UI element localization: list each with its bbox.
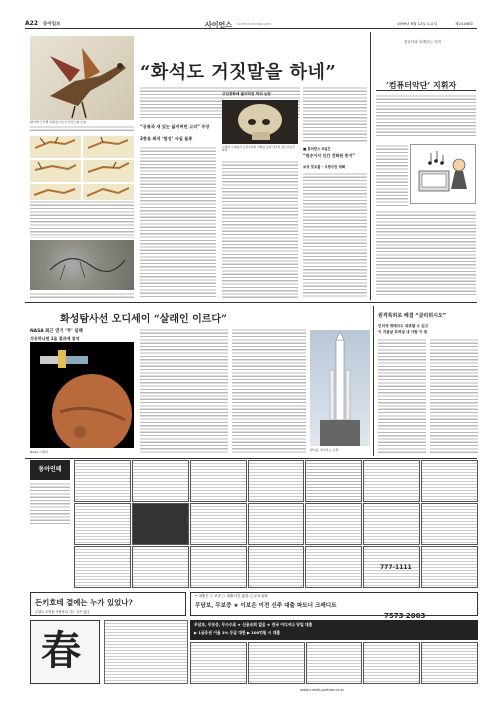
page-header: [25, 20, 477, 29]
spring-ad: [30, 620, 100, 684]
classified-ad: [248, 460, 305, 502]
skeleton-image: [30, 160, 81, 182]
classified-ad: [190, 460, 247, 502]
column-title-rule: [376, 90, 476, 91]
side-text-col1: [378, 338, 426, 454]
donquixote-title: 든키호테 곁에는 누가 있었나?: [35, 598, 133, 607]
website-url: www.credit-partner.co.kr: [300, 688, 345, 692]
mars-orbiter-image: [30, 342, 134, 448]
phone-ad-2: 7573 2003: [384, 612, 426, 620]
subhead-orangutan-jaw: 보상 덧교물 - 오랑우탄 턱뼈: [303, 165, 346, 169]
mars-sub2: 성공하나면 1을 결과에 참석: [30, 336, 80, 341]
article-text-column-3: [222, 160, 298, 298]
article-text-column-4a: [303, 86, 367, 142]
main-headline: “화석도 거짓말을 하네”: [140, 62, 337, 83]
partner-credit-bar: [190, 592, 478, 616]
side-text-col2: [430, 338, 478, 454]
column-text-2: [376, 144, 408, 206]
section-divider: [25, 302, 477, 303]
classified-ad: [421, 460, 478, 502]
column-divider-2: [373, 306, 374, 456]
spring-character: 春: [41, 627, 81, 674]
column-title: ‘컴퓨터악단’ 지휘자: [386, 80, 457, 90]
classified-ad: [74, 460, 131, 502]
classified-ad: [305, 503, 362, 545]
fossil-slab-photo: [30, 240, 134, 290]
section-title: 사이언스: [205, 21, 233, 29]
article-text-column-4b: [303, 172, 367, 298]
donquixote-sub: 무답도 무빙물 사람마다 가는 길은 없다: [35, 610, 90, 614]
column-text-1: [376, 94, 476, 138]
loan-contact-bar: [190, 620, 478, 640]
caption-text-lines: [30, 125, 134, 133]
classified-ad: [421, 546, 478, 588]
bottom-ad: [363, 642, 420, 684]
subhead-evolution-proof: “원숭이서 인간 진화된 증거”: [303, 153, 355, 158]
dinosaur-photo: [30, 36, 134, 120]
skeleton-image: [83, 136, 134, 158]
partner-credit-sub: • 대출은 ○ 보증 ○ 대출기간 없음 ○ 무료상담: [195, 594, 268, 598]
partner-credit-main: 무담보, 무보증 ★ 이보은 이전 신주 대출 파트너 크레디트: [195, 603, 337, 609]
subhead-hurons: ■ 휴러런스 5일간: [303, 147, 331, 151]
issue-date: 1999년 6월 12일 토요일: [397, 22, 438, 26]
classified-ad: [248, 503, 305, 545]
classified-ad: [305, 460, 362, 502]
classified-text-block: [30, 482, 70, 524]
column-divider: [370, 32, 371, 300]
mars-text-col1: [140, 328, 228, 454]
issue-number: 제24186호: [455, 22, 474, 26]
ads-divider: [25, 458, 477, 459]
classified-grid: [74, 460, 478, 588]
column-kicker: 컴퓨터와 함께하는 과학: [404, 40, 441, 44]
music-illustration: [410, 144, 476, 204]
loan-contact-line2: ▶ 1금융권 이율 1% 등급 대한 ▶ 100억원 시 대출: [194, 630, 281, 635]
newspaper-name: 동아일보: [43, 22, 61, 27]
article-text-column-2: [140, 146, 216, 298]
classified-ad: [421, 503, 478, 545]
book-ad: [104, 620, 188, 684]
skeleton-comparison-grid: [30, 136, 134, 196]
subhead-dinosaur-link: “공룡과 새 있는 잃어버린 고리” 주장: [140, 124, 210, 129]
side-headline: 원격특허로 해결 “클리허시오”: [378, 313, 447, 319]
bottom-ad: [421, 642, 478, 684]
classified-ad: [74, 546, 131, 588]
subhead-paleo-controversy: 고인류학에 불어닥친 허위 논란: [222, 92, 271, 96]
skeleton-image: [30, 136, 81, 158]
dinosaur-photo-caption: 화석에 근거해 복원된 디노사우르스의 모습: [30, 120, 86, 124]
skull-caption: 사람의 두개골과 오랑우탄의 턱뼈를 붙여 날조한 필트다운인 화석: [222, 145, 295, 153]
classified-ad: [190, 503, 247, 545]
classified-ad: [190, 546, 247, 588]
subhead-fossil-composite: 2종류 화석 ‘합성’ 사실 들통: [140, 136, 193, 141]
classified-ad: [248, 546, 305, 588]
article-text-column-1: [30, 200, 134, 238]
phone-ad-1: 777-1111: [380, 564, 412, 571]
loan-contact-line1: 무담보, 무보증, 무수수료 ★ 신용조회 없음 ★ 전국 어디서나 당일 대출: [194, 622, 313, 627]
side-sub1: 인터넷 재테크도 대표할 수 있고: [378, 324, 429, 328]
classified-ad: [132, 546, 189, 588]
rocket-photo: [310, 330, 370, 446]
rocket-caption: 발사를 기다리는 로켓: [310, 448, 338, 452]
classified-ad: [132, 460, 189, 502]
page-number: A22: [25, 20, 38, 27]
classified-ad: [363, 460, 420, 502]
donquixote-banner: [30, 592, 186, 616]
mars-sub1: NASA 최근 연기 ‘무’ 실패: [30, 329, 83, 334]
bottom-ad: [248, 642, 305, 684]
column-text-3: [376, 210, 476, 296]
side-sub2: 이 겨울날 흐려질 내 사람 이 원: [378, 330, 428, 334]
mars-text-col2: [232, 328, 306, 454]
orbiter-caption: NASA 그래픽: [30, 450, 48, 454]
mars-headline: 화성탐사선 오디세이 “살래인 이르다”: [60, 314, 227, 325]
classified-ad: [74, 503, 131, 545]
bottom-ad-grid: [190, 642, 478, 684]
bottom-ad: [306, 642, 363, 684]
section-url: science.donga.com: [237, 22, 271, 26]
skeleton-image: [83, 160, 134, 182]
classified-ad: [132, 503, 189, 545]
fossil-caption-lines: [30, 292, 134, 300]
skull-photo: [222, 100, 298, 144]
classified-ad: [363, 503, 420, 545]
donga-classified-logo: 동아인테: [30, 460, 70, 480]
classified-ad: [305, 546, 362, 588]
bottom-ad: [190, 642, 247, 684]
